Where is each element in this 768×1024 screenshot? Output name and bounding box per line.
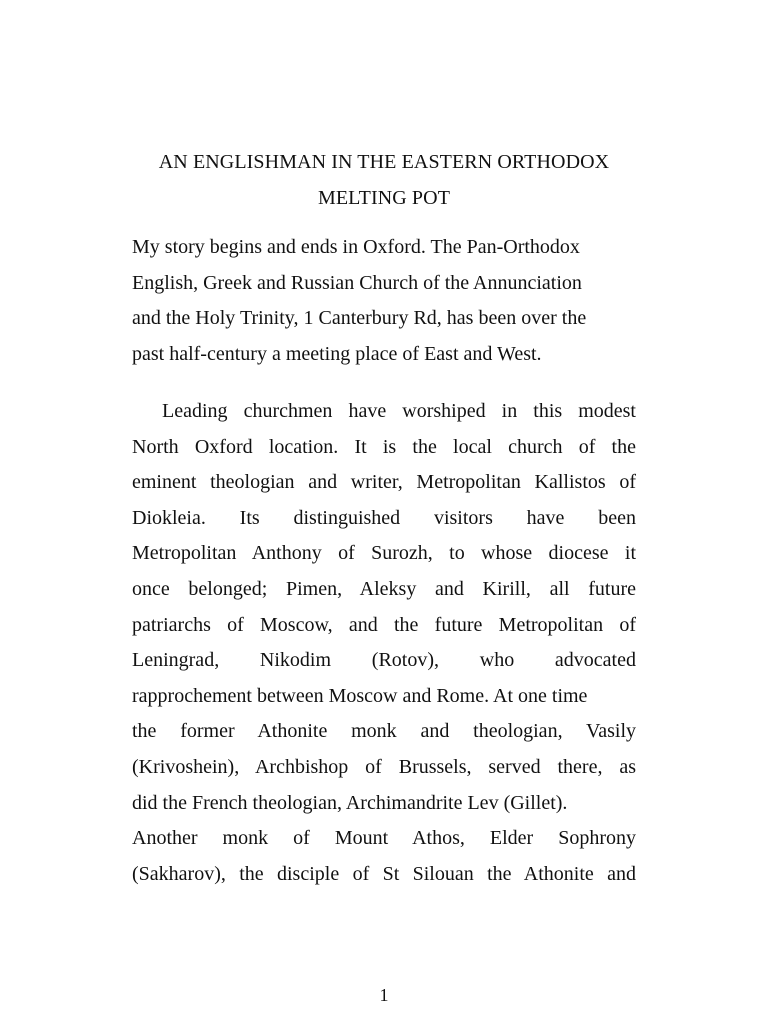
text-line: Leningrad, Nikodim (Rotov), who advocated: [132, 649, 636, 672]
text-line: Leading churchmen have worshiped in this modest: [162, 400, 636, 422]
paragraph-churchmen: [132, 394, 636, 892]
text-line: Metropolitan Anthony of Surozh, to whose diocese it: [132, 542, 636, 565]
paragraph-intro: [132, 230, 636, 372]
text-line: Diokleia. Its distinguished visitors have been: [132, 506, 636, 529]
text-line: past half-century a meeting place of East and West.: [132, 342, 542, 365]
text-line: patriarchs of Moscow, and the future Metropolitan of: [132, 613, 636, 636]
text-line: once belonged; Pimen, Aleksy and Kirill, all future: [132, 577, 636, 600]
text-line: North Oxford location. It is the local church of the: [132, 435, 636, 458]
text-line: My story begins and ends in Oxford. The Pan-Orthodox: [132, 236, 580, 258]
page-number: 1: [379, 985, 389, 1005]
text-line: Another monk of Mount Athos, Elder Sophrony: [132, 827, 636, 850]
text-line: (Sakharov), the disciple of St Silouan the Athonite and: [132, 862, 636, 885]
text-line: rapprochement between Moscow and Rome. At one time: [132, 684, 588, 707]
title-line: MELTING POT: [317, 187, 451, 209]
text-line: English, Greek and Russian Church of the Annunciation: [132, 271, 582, 294]
title-line: AN ENGLISHMAN IN THE EASTERN ORTHODOX: [158, 151, 610, 173]
text-line: the former Athonite monk and theologian, Vasily: [132, 720, 636, 743]
document-title: [132, 144, 636, 216]
text-line: did the French theologian, Archimandrite Lev (Gillet).: [132, 791, 568, 814]
text-line: eminent theologian and writer, Metropolitan Kallistos of: [132, 471, 636, 494]
text-line: (Krivoshein), Archbishop of Brussels, served there, as: [132, 755, 636, 778]
text-line: and the Holy Trinity, 1 Canterbury Rd, has been over the: [132, 307, 587, 330]
